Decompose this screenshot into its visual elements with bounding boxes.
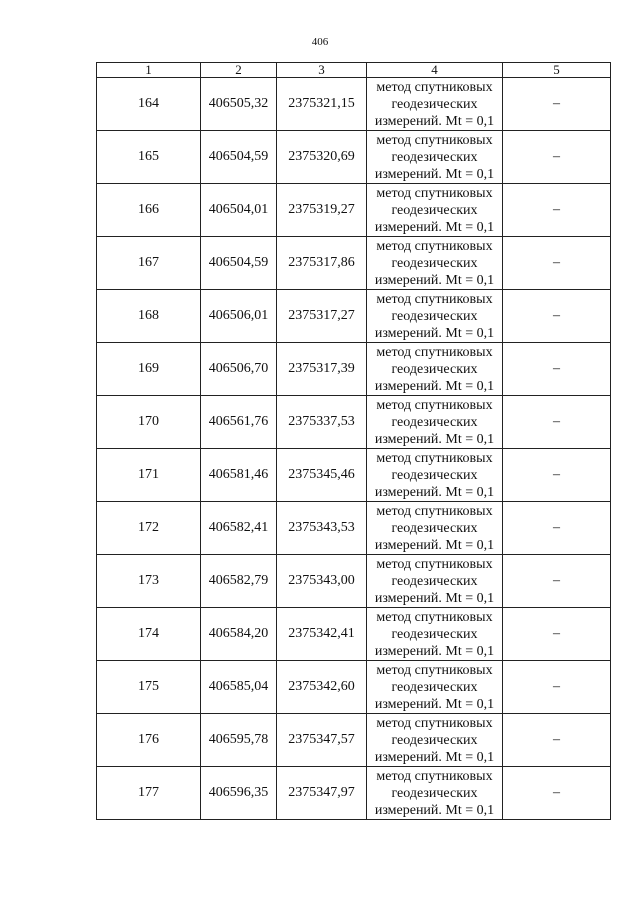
method-description [367,184,503,237]
method-line: метод спутниковых [376,450,493,466]
column-header: 1 [97,63,201,78]
table-row [97,184,611,237]
x-coordinate: 406582,41 [201,502,277,555]
y-coordinate: 2375342,60 [277,661,367,714]
table-body [97,78,611,820]
method-line: измерений. Mt = 0,1 [374,484,495,500]
method-line: измерений. Mt = 0,1 [374,431,495,447]
y-coordinate: 2375317,39 [277,343,367,396]
table-row [97,661,611,714]
method-line: геодезических [391,732,478,748]
method-line: измерений. Mt = 0,1 [374,537,495,553]
x-coordinate: 406506,01 [201,290,277,343]
x-coordinate: 406504,01 [201,184,277,237]
point-number: 165 [97,131,201,184]
x-coordinate: 406581,46 [201,449,277,502]
empty-value-dash: – [503,290,611,343]
empty-value-dash: – [503,714,611,767]
y-coordinate: 2375343,53 [277,502,367,555]
empty-value-dash: – [503,661,611,714]
point-number: 170 [97,396,201,449]
method-line: метод спутниковых [376,662,493,678]
point-number: 164 [97,78,201,131]
table-row [97,78,611,131]
x-coordinate: 406584,20 [201,608,277,661]
empty-value-dash: – [503,396,611,449]
empty-value-dash: – [503,184,611,237]
method-line: метод спутниковых [376,503,493,519]
method-description [367,78,503,131]
point-number: 169 [97,343,201,396]
table-row [97,767,611,820]
table-row [97,449,611,502]
method-description [367,661,503,714]
method-description [367,396,503,449]
column-header: 2 [201,63,277,78]
method-description [367,767,503,820]
x-coordinate: 406506,70 [201,343,277,396]
y-coordinate: 2375347,57 [277,714,367,767]
method-line: измерений. Mt = 0,1 [374,802,495,818]
method-line: геодезических [391,679,478,695]
empty-value-dash: – [503,502,611,555]
empty-value-dash: – [503,767,611,820]
point-number: 167 [97,237,201,290]
empty-value-dash: – [503,78,611,131]
x-coordinate: 406596,35 [201,767,277,820]
y-coordinate: 2375317,27 [277,290,367,343]
method-line: метод спутниковых [376,397,493,413]
method-line: измерений. Mt = 0,1 [374,749,495,765]
point-number: 168 [97,290,201,343]
empty-value-dash: – [503,555,611,608]
method-line: метод спутниковых [376,238,493,254]
page-number: 406 [311,36,329,48]
method-line: метод спутниковых [376,132,493,148]
method-description [367,714,503,767]
method-line: геодезических [391,308,478,324]
empty-value-dash: – [503,343,611,396]
method-line: метод спутниковых [376,556,493,572]
y-coordinate: 2375345,46 [277,449,367,502]
table-row [97,555,611,608]
point-number: 173 [97,555,201,608]
y-coordinate: 2375321,15 [277,78,367,131]
table-row [97,343,611,396]
method-line: измерений. Mt = 0,1 [374,643,495,659]
method-line: измерений. Mt = 0,1 [374,590,495,606]
method-line: геодезических [391,255,478,271]
x-coordinate: 406504,59 [201,131,277,184]
method-description [367,290,503,343]
x-coordinate: 406585,04 [201,661,277,714]
method-line: метод спутниковых [376,291,493,307]
method-description [367,237,503,290]
method-line: геодезических [391,202,478,218]
header-row [97,63,611,78]
method-line: геодезических [391,361,478,377]
coordinates-table [96,62,611,820]
method-line: геодезических [391,520,478,536]
table-row [97,714,611,767]
x-coordinate: 406561,76 [201,396,277,449]
point-number: 174 [97,608,201,661]
method-description [367,131,503,184]
y-coordinate: 2375342,41 [277,608,367,661]
empty-value-dash: – [503,237,611,290]
y-coordinate: 2375337,53 [277,396,367,449]
method-line: измерений. Mt = 0,1 [374,325,495,341]
method-line: геодезических [391,414,478,430]
method-line: геодезических [391,573,478,589]
empty-value-dash: – [503,608,611,661]
y-coordinate: 2375317,86 [277,237,367,290]
method-line: метод спутниковых [376,768,493,784]
x-coordinate: 406504,59 [201,237,277,290]
method-line: геодезических [391,467,478,483]
method-description [367,608,503,661]
point-number: 171 [97,449,201,502]
method-description [367,343,503,396]
empty-value-dash: – [503,131,611,184]
method-line: метод спутниковых [376,344,493,360]
point-number: 166 [97,184,201,237]
y-coordinate: 2375343,00 [277,555,367,608]
method-line: метод спутниковых [376,79,493,95]
y-coordinate: 2375320,69 [277,131,367,184]
table-row [97,237,611,290]
point-number: 177 [97,767,201,820]
table-row [97,396,611,449]
method-line: геодезических [391,96,478,112]
point-number: 175 [97,661,201,714]
method-description [367,449,503,502]
method-line: метод спутниковых [376,185,493,201]
method-line: геодезических [391,626,478,642]
method-description [367,555,503,608]
method-line: измерений. Mt = 0,1 [374,219,495,235]
column-header: 3 [277,63,367,78]
method-line: измерений. Mt = 0,1 [374,378,495,394]
method-line: измерений. Mt = 0,1 [374,166,495,182]
x-coordinate: 406595,78 [201,714,277,767]
x-coordinate: 406582,79 [201,555,277,608]
method-line: геодезических [391,785,478,801]
column-header: 4 [367,63,503,78]
table-row [97,290,611,343]
column-header: 5 [503,63,611,78]
method-line: измерений. Mt = 0,1 [374,696,495,712]
point-number: 176 [97,714,201,767]
point-number: 172 [97,502,201,555]
method-line: измерений. Mt = 0,1 [374,113,495,129]
method-line: геодезических [391,149,478,165]
y-coordinate: 2375319,27 [277,184,367,237]
method-line: метод спутниковых [376,715,493,731]
table-row [97,131,611,184]
method-description [367,502,503,555]
method-line: измерений. Mt = 0,1 [374,272,495,288]
table-row [97,502,611,555]
table-row [97,608,611,661]
x-coordinate: 406505,32 [201,78,277,131]
method-line: метод спутниковых [376,609,493,625]
empty-value-dash: – [503,449,611,502]
y-coordinate: 2375347,97 [277,767,367,820]
